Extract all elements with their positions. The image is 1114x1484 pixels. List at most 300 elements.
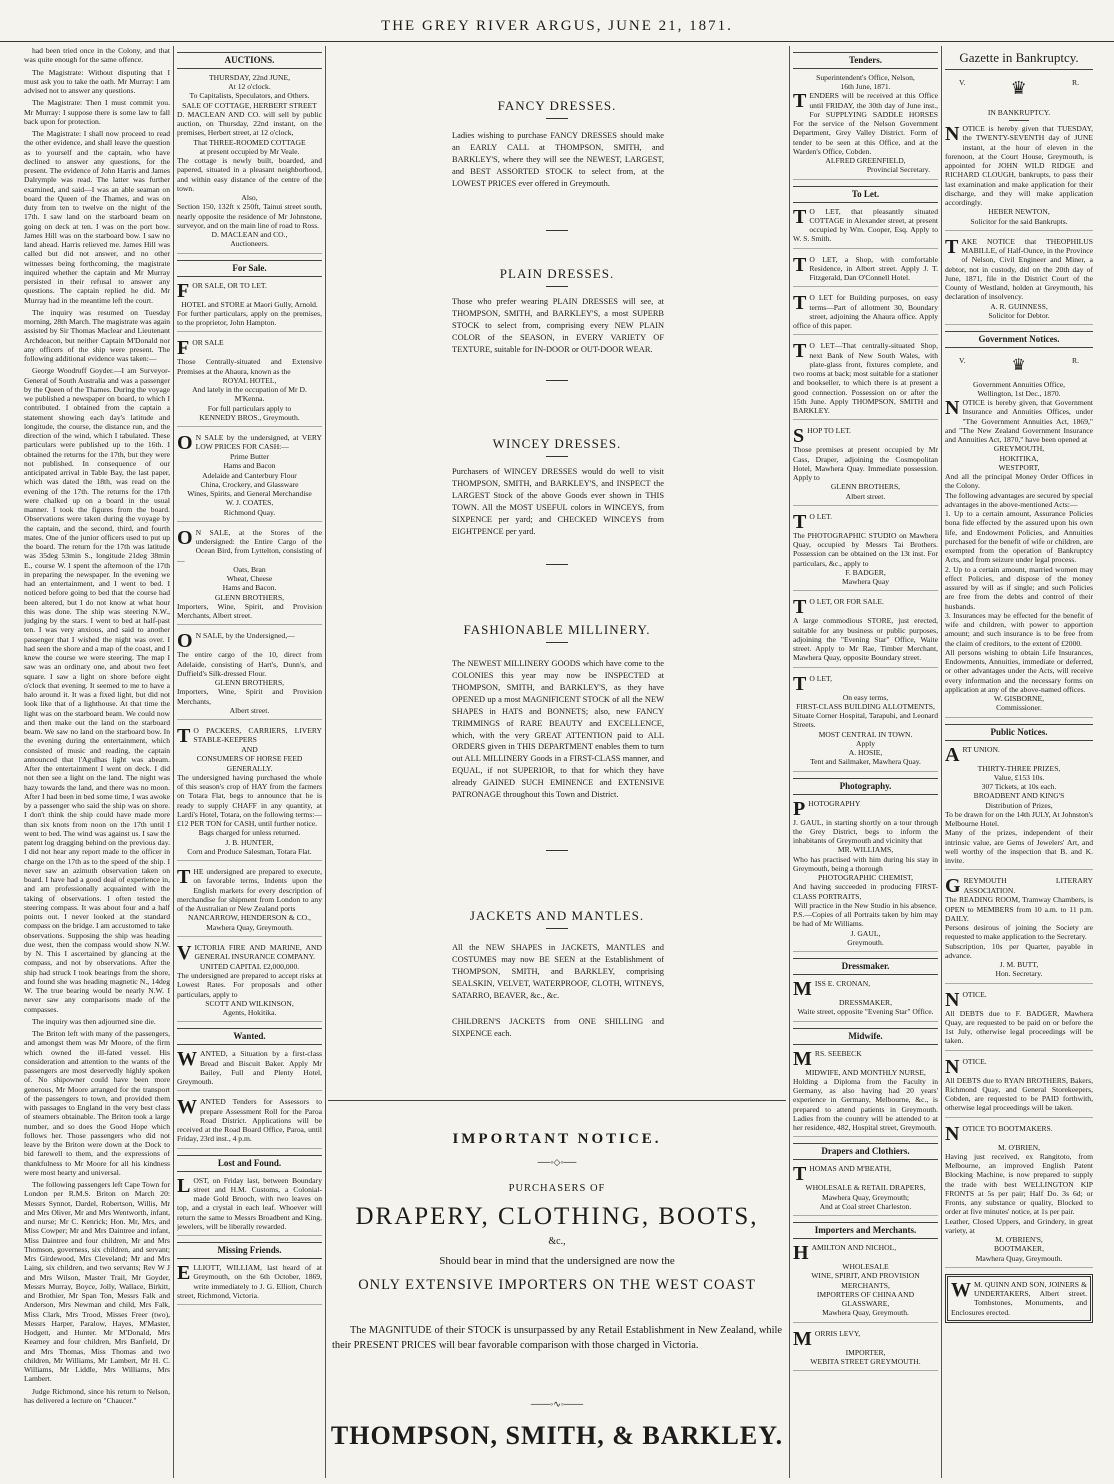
ad-text: KENNEDY BROS., Greymouth. [199, 412, 300, 422]
ad-lead-text: O LET. [809, 511, 832, 521]
ad-text: Mawhera Quay, Greymouth; [821, 1192, 910, 1202]
drop-cap: O [177, 630, 193, 653]
wincey-dresses-title: WINCEY DRESSES. [492, 436, 622, 451]
art-union-ad [945, 745, 1093, 871]
ad-lead [177, 630, 322, 653]
jackets-body-children: CHILDREN'S JACKETS from ONE SHILLING and SIXPENCE each. [452, 1017, 664, 1038]
section-heading: Photography. [793, 778, 938, 795]
ad-text: ALFRED GREENFIELD, [825, 156, 906, 166]
drop-cap: T [177, 866, 191, 889]
section-heading: Public Notices. [945, 724, 1093, 741]
ad-text: Wellington, 1st Dec., 1870. [977, 388, 1061, 398]
ad-lead [177, 528, 322, 565]
ad-lead [793, 293, 938, 330]
ad-text: That THREE-ROOMED COTTAGE [193, 137, 306, 147]
ad-text: At 12 o'clock. [228, 82, 271, 92]
wanted-ad [177, 1097, 322, 1148]
crest-r: R. [1072, 356, 1079, 366]
missing-friends-ad [177, 1263, 322, 1305]
divider [546, 380, 568, 381]
drop-cap: M [793, 1047, 812, 1070]
ad-text: Albert street. [845, 491, 886, 501]
section-heading: Government Notices. [945, 331, 1093, 348]
article-paragraph: The inquiry was resumed on Tuesday morning, 28th March. The magistrate was again assisted by Sir Thomas Maclear and Lieutenant Archdeacon, but neither Captain M'Donald nor any officers of the ship were present. The following additional evidence was taken:— [24, 307, 170, 363]
ad-text: CONSUMERS OF HORSE FEED GENERALLY. [196, 754, 303, 773]
ad-text: Situate Corner Hospital, Tarapuhi, and Leonard Streets. [793, 711, 938, 730]
advert-column-auctions [177, 46, 322, 1478]
ad-lead [793, 255, 938, 283]
ad-lead [945, 743, 1093, 766]
ad-text: Bags charged for unless returned. [198, 828, 301, 838]
drop-cap: T [793, 90, 807, 113]
ad-text: The undersigned are prepared to accept risks at Lowest Rates. For proposals and other particulars, apply to [177, 971, 322, 999]
to-let-ad [793, 674, 938, 772]
section-heading: Drapers and Clothiers. [793, 1143, 938, 1160]
divider [546, 456, 568, 457]
ad-text: On easy terms, [842, 692, 889, 702]
ad-text: Those Centrally-situated and Extensive Premises at the Ahaura, known as the [177, 357, 322, 376]
ad-text: Mawhera Quay, Greymouth. [975, 1253, 1063, 1263]
jackets-title: JACKETS AND MANTLES. [469, 908, 645, 923]
ad-lead [177, 432, 322, 455]
tenders-notice [793, 73, 938, 180]
insolvency-notice [945, 237, 1093, 325]
ad-lead-text: O LET, OR FOR SALE. [809, 597, 884, 607]
ad-lead-text: ANTED Tenders for Assessors to prepare Assessment Roll for the Paroa Road District. Applications will be received at the Road Board Office, Paroa, until Friday, 23rd inst., 4 p.m. [177, 1097, 322, 1144]
debts-notice [945, 990, 1093, 1051]
millinery-body: The NEWEST MILLINERY GOODS which have come to the COLONIES this year may now be INSPECTED at THOMPSON, SMITH, and BARKLEY'S, as they have OPENED up a most MAGNIFICENT STOCK of all the NEW SHAPES in HATS and BONNETS; also, new FANCY TRIMMINGS of RARE BEAUTY and EXCELLENCE, which, with the very GREAT ATTENTION paid to ALL ORDERS given in THIS DEPARTMENT enables them to turn out ALL MILLINERY Goods in a FIRST-CLASS manner, and EQUAL, if not SUPERIOR, to that for which they have already GAINED SUCH EMINENCE and EXTENSIVE PATRONAGE throughout this Town and District. [452, 659, 664, 800]
ad-lead [793, 672, 938, 695]
drop-cap: N [945, 1122, 960, 1145]
ad-text: Hon. Secretary. [995, 969, 1043, 979]
section-heading: To Let. [793, 186, 938, 203]
column-rule [941, 46, 942, 1478]
drop-cap: T [793, 292, 807, 315]
ad-text: Leather, Closed Uppers, and Grindery, in great variety, at [945, 1216, 1093, 1235]
royal-crest-icon: ♛ [1011, 357, 1026, 375]
divider [546, 564, 568, 565]
ad-text: Provincial Secretary. [866, 165, 930, 175]
drop-cap: T [793, 340, 807, 363]
ad-text: Oats, Bran [233, 564, 266, 574]
ad-text: Corn and Produce Salesman, Totara Flat. [187, 846, 312, 856]
ad-lead [793, 797, 938, 820]
fancy-dresses-body: Ladies wishing to purchase FANCY DRESSES should make an EARLY CALL at THOMPSON, SMITH, and BARKLEY'S, where they will see the NEWEST, LARGEST, and BEST ASSORTED STOCK to select from, at the LOWEST PRICES ever offered in Greymouth. [452, 131, 664, 188]
drop-cap: M [793, 978, 812, 1001]
to-let-ad [793, 426, 938, 506]
ad-text: Persons desirous of joining the Society are requested to make application to the Secretary. [945, 923, 1093, 942]
ad-text: Adelaide and Canterbury Flour [202, 470, 297, 480]
crest-vr [945, 352, 1093, 380]
ad-text: Waite street, opposite "Evening Star" Office. [797, 1007, 934, 1017]
ad-text: UNITED CAPITAL £2,000,000. [199, 961, 300, 971]
ad-lead-text: OR SALE, OR TO LET. [192, 280, 267, 290]
ad-text: Having just received, ex Rangitoto, from Melbourne, an improved English Patent Blocking Machine, is now prepared to supply the trade with best WELLINGTON KIP FRONTS at 5s per pair; Half Do. 3s 6d; or Fronts, any substance or quality, Blocked to order at five minutes' notice, at 1s per pair. [945, 1151, 1093, 1217]
section-heading: Missing Friends. [177, 1242, 322, 1259]
ad-text: GREYMOUTH, [993, 444, 1045, 454]
ad-lead-text: HE undersigned are prepared to execute, on favorable terms, Indents upon the English markets for every description of merchandise for shipment from London to any of the Australian or New Zealand ports [177, 867, 322, 914]
ad-lead-text: HOTOGRAPHY [808, 798, 861, 808]
ad-text: J. GAUL, in starting shortly on a tour through the Grey District, begs to inform the inhabitants of Greymouth and vicinity that [793, 817, 938, 846]
drapery-line: DRAPERY, CLOTHING, BOOTS, [355, 1203, 759, 1230]
ad-text: ROYAL HOTEL, [222, 375, 277, 385]
ad-lead-text: OTICE. [962, 989, 987, 999]
ad-lead-text: ENDERS will be received at this Office until FRIDAY, the 30th day of June inst., For SUPPLYING SADDLE HORSES For the service of the Nelson Government Department, Grey Valley District. Form of tender to be seen at this Office, and at the Warden's Office, Cobden. [793, 91, 938, 156]
ad-lead-text: HOP TO LET. [807, 426, 851, 436]
ad-text: Distribution of Prizes, [985, 800, 1053, 810]
ad-lead [945, 124, 1093, 207]
crest-r: R. [1072, 77, 1079, 87]
section-heading: For Sale. [177, 260, 322, 277]
ad-lead-text: ORRIS LEVY, [814, 1328, 861, 1338]
masthead: THE GREY RIVER ARGUS, JUNE 21, 1871. [0, 18, 1114, 42]
for-sale-ad [177, 433, 322, 522]
ad-text: To be drawn for on the 14th JULY, At Johnston's Melbourne Hotel. [945, 809, 1093, 829]
ad-text: The cottage is newly built, boarded, and papered, situated in a pleasant neighborhood, and within easy distance of the centre of the town. [177, 156, 322, 193]
dressmaker-ad [793, 979, 938, 1022]
ad-text: 1. Up to a certain amount, Assurance Policies bona fide effected by the assured upon his own life, and Endowment Policies, and Annuities purchased for the benefit of wife or children, are exempted from the operation of Bankruptcy Acts, and from seizure under legal process. [945, 509, 1093, 565]
ad-text: MR. WILLIAMS, [837, 845, 894, 855]
ad-text: Section 150, 132ft x 250ft, Tainui street south, nearly opposite the residence of Mr Johnstone, surveyor, and on the main line of road to Ross. [177, 202, 322, 230]
news-column [24, 46, 170, 1478]
ad-lead [793, 510, 938, 533]
ad-lead-text: RT UNION. [962, 744, 1000, 754]
for-sale-ad [177, 281, 322, 333]
draper-advert-column [328, 46, 786, 1478]
etc-line: &c., [548, 1236, 566, 1247]
ad-text: The following advantages are secured by special advantages in the above-mentioned Acts:— [945, 490, 1093, 509]
ad-text: The READING ROOM, Tramway Chambers, is OPEN to MEMBERS from 10 a.m. to 11 p.m. DAILY. [945, 895, 1093, 923]
ad-text: Tent and Sailmaker, Mawhera Quay. [810, 757, 921, 767]
drop-cap: T [793, 596, 807, 619]
government-annuities-notice [945, 380, 1093, 718]
column-rule [173, 46, 174, 1478]
ad-text: Superintendent's Office, Nelson, [816, 72, 915, 82]
bear-in-mind-line: Should bear in mind that the undersigned are now the [439, 1255, 675, 1267]
drop-cap: O [177, 432, 193, 455]
ad-lead [793, 425, 938, 448]
article-paragraph: Judge Richmond, since his return to Nelson, has delivered a lecture on "Chaucer." [24, 1386, 170, 1405]
ad-lead [793, 1163, 938, 1186]
advert-column-gazette [945, 46, 1093, 1478]
ad-lead [793, 596, 938, 619]
ad-text: BROADBENT AND KING'S [973, 791, 1065, 801]
ad-text: W. J. COATES, [225, 498, 274, 508]
debts-notice [945, 1057, 1093, 1118]
ad-text: 3. Insurances may be effected for the benefit of wife and children, with power to apportion amount; and such insurance is to be free from the claim of creditors, to the extent of £2000. [945, 610, 1093, 648]
ad-text: WEBITA STREET GREYMOUTH. [810, 1356, 921, 1366]
ad-lead [177, 725, 322, 748]
ad-text: Importers, Wine, Spirit, and Provision Merchants, Albert street. [177, 601, 322, 621]
article-paragraph: The inquiry was then adjourned sine die. [32, 1016, 156, 1026]
ad-text: MIDWIFE, AND MONTHLY NURSE, [805, 1067, 926, 1077]
ad-text: GLENN BROTHERS, [214, 592, 285, 602]
section-heading: Importers and Merchants. [793, 1222, 938, 1239]
ad-lead-text: N SALE by the undersigned, at VERY LOW PRICES FOR CASH:— [195, 433, 322, 452]
drapers-ad [793, 1164, 938, 1216]
ad-text: A. R. GUINNESS, [990, 301, 1048, 311]
ad-text: Mawhera Quay, Greymouth. [822, 1308, 909, 1318]
ad-lead [945, 398, 1093, 444]
ad-text: HOTEL and STORE at Maori Gully, Arnold. [181, 299, 318, 309]
ad-text: And having succeeded in producing FIRST-CLASS PORTRAITS, [793, 882, 938, 901]
section-heading: Dressmaker. [793, 958, 938, 975]
ad-lead-text: O LET, a Shop, with comfortable Residence, in Albert street. Apply J. T. Fitzgerald, Dan O'Connell Hotel. [809, 254, 938, 283]
ad-text: The PHOTOGRAPHIC STUDIO on Mawhera Quay, occupied by Messrs Tai Brothers. Possession can be obtained on the 13t inst. For particulars, &c., apply to [793, 530, 938, 568]
wanted-ad [177, 1049, 322, 1091]
ad-lead [793, 1047, 938, 1070]
ad-lead-text: O LET, [809, 673, 832, 683]
ad-text: Hams and Bacon. [222, 583, 277, 593]
ad-text: M. O'BRIEN'S, [995, 1235, 1043, 1245]
ad-lead-text: O LET—That centrally-situated Shop, next Bank of New South Wales, with plate-glass front, fixtures complete, and two rooms at back; most suitable for a stationer and bookseller, to which there is at present a good connection. Possession on or after the 15th June. Apply THOMPSON, SMITH and BARKLEY. [793, 341, 938, 416]
crest-vr [945, 70, 1093, 108]
drop-cap: E [177, 1262, 191, 1285]
drop-cap: A [945, 743, 960, 766]
ad-text: J. B. HUNTER, [225, 837, 274, 847]
drop-cap: V [177, 941, 192, 964]
lost-ad [177, 1176, 322, 1237]
ad-lead-text: RS. SEEBECK [814, 1048, 862, 1058]
ad-text: For full particulars apply to [207, 403, 292, 413]
ad-lead [177, 1176, 322, 1232]
for-sale-ad [177, 726, 322, 861]
drop-cap: W [177, 1048, 197, 1071]
ad-text: Importers, Wine, Spirit and Provision Merchants, [177, 687, 322, 706]
ad-lead [793, 341, 938, 415]
firm-name: THOMPSON, SMITH, & BARKLEY. [330, 1421, 784, 1450]
ad-text: Auctioneers. [230, 239, 269, 249]
ad-lead [793, 1242, 938, 1265]
ad-lead-text: ISS E. CRONAN, [814, 979, 871, 989]
to-let-ad [793, 597, 938, 667]
for-sale-ad [177, 867, 322, 937]
ad-lead [177, 1097, 322, 1143]
ad-text: HOKITIKA, [999, 453, 1039, 463]
ad-lead-text: M. QUINN AND SON, JOINERS & UNDERTAKERS, Albert street. Tombstones, Monuments, and Enclosures erected. [951, 1279, 1087, 1317]
jackets-body: All the NEW SHAPES in JACKETS, MANTLES and COSTUMES may now BE SEEN at the Establishment of THOMPSON, SMITH, and BARKLEY, comprising SEALSKIN, VELVET, WATERPROOF, CLOTH, WITNEYS, SATARRO, BEAVER, &c., &c. [452, 943, 664, 1000]
ad-text: Hams and Bacon [223, 461, 276, 471]
ad-text: W. GISBORNE, [993, 694, 1045, 704]
bankruptcy-notice [945, 124, 1093, 231]
ad-text: FIRST-CLASS BUILDING ALLOTMENTS, [796, 701, 935, 711]
ad-lead [177, 279, 322, 302]
ad-text: Prime Butter [229, 452, 270, 462]
section-heading: Midwife. [793, 1028, 938, 1045]
gazette-heading: Gazette in Bankruptcy. [945, 50, 1093, 70]
article-paragraph: The following passengers left Cape Town for London per R.M.S. Briton on March 20: Messrs Synnot, Dardel, Robertson, Willis, Mr and Mrs Oliver, Mr and Mrs Wentworth, infant, and nurse; Mr C. Kenrick; Hon. Mr, Mrs, and Miss Cowper; Mr and Mrs Daintree and infant, Miss Daintree and four children, Mr and Mrs Thomson, governess, six children, and servant; Mrs Girdewood, Mrs Cleveland; Mr and Mrs Laing, six children, and two servants; Rev W J and Mrs Wilson, Master Trail, Mr Goyder, Messrs Murray, Boyce, Jolly, Wallace, Birkitt, and Brothier, Mr Span Ton, Messrs Falk and Anderson, Mrs Newman and child, Mrs Falk, Miss Clark, Mrs Trood, Misses Freer (two), Messrs Harper, Paralow, Hayes, M'Master, Hodgett, and Hunter. Mr M'Donald, Mrs Kearney and four children, Mrs Banfield, Dr and Mrs Thomas, Miss Thomas and two children, Mr Williams, Mr Lambert, Mr H. C. Williams, Mr Liddle, Mrs Williams, Mrs Lambert. [24, 1180, 170, 1384]
ad-lead [945, 875, 1093, 898]
ad-text: Albert street. [229, 705, 270, 715]
only-importers-line: ONLY EXTENSIVE IMPORTERS ON THE WEST COAST [358, 1277, 756, 1293]
ad-lead-text: OTICE is hereby given that TUESDAY, the TWENTY-SEVENTH day of JUNE instant, at the hour of eleven in the forenoon, at the Court House, Greymouth, is appointed for JOHN WILD RIDGE and RICHARD CLOUGH, bankrupts, to pass their last examination and make application for their discharge, and they will make application accordingly. [945, 124, 1093, 208]
section-heading: Wanted. [177, 1028, 322, 1045]
ad-text: All DEBTS due to F. BADGER, Mawhera Quay, are requested to be paid on or before the 1st July, otherwise legal proceedings will be taken. [945, 1008, 1093, 1046]
ad-text: China, Crockery, and Glassware [200, 479, 299, 489]
ad-lead-text: N SALE, at the Stores of the undersigned: the Entire Cargo of the Ocean Bird, from Lyttelton, consisting of— [177, 527, 322, 565]
ad-lead [793, 207, 938, 244]
ad-text: Wines, Spirits, and General Merchandise [187, 489, 312, 499]
ad-lead-text: HOMAS AND M'BEATH, [809, 1164, 892, 1174]
bootmakers-notice [945, 1124, 1093, 1268]
for-sale-ad [177, 338, 322, 427]
ad-lead-text: ANTED, a Situation by a first-class Bread and Biscuit Baker. Apply Mr Bailey, Full and Plenty Hotel, Greymouth. [177, 1049, 322, 1087]
ad-lead-text: OTICE TO BOOTMAKERS. [962, 1123, 1053, 1133]
for-sale-ad [177, 943, 322, 1023]
ad-lead-text: OTICE. [962, 1056, 987, 1066]
drop-cap: F [177, 337, 190, 360]
ad-lead [945, 988, 1093, 1011]
article-paragraph: The Magistrate: Without disputing that I must ask you to take the oath. Mr Murray: I am advised not to answer any questions. [24, 67, 170, 95]
ad-text: Mawhera Quay, Greymouth. [206, 922, 293, 932]
ad-lead-text: OST, on Friday last, between Boundary street and H.M. Customs, a Colonial-made Gold Brooch, with two leaves on top, and a crystal in each leaf. Whoever will return the same to Messrs Broadbent and King, jewelers, will be liberally rewarded. [177, 1175, 322, 1231]
ad-text: SCOTT AND WILKINSON, [205, 998, 294, 1008]
drop-cap: T [793, 205, 807, 228]
ad-text: Holding a Diploma from the Faculty in Germany, as also having had 20 years' experience in Germany, Melbourne, &c., is prepared to attend patients in Greymouth. Ladies from the country will be attended to at her residence, 482, Hospital street, Greymouth. [793, 1076, 938, 1133]
ad-lead-text: REYMOUTH LITERARY ASSOCIATION. [963, 876, 1093, 895]
advert-column-tenders [793, 46, 938, 1478]
ad-lead [945, 237, 1093, 302]
ad-text: Commissioner. [996, 703, 1042, 713]
ad-lead-text: OR SALE [192, 338, 224, 348]
ad-lead [793, 1327, 938, 1350]
ad-lead [177, 867, 322, 913]
drop-cap: H [793, 1242, 809, 1265]
divider [546, 928, 568, 929]
ad-lead [177, 337, 322, 360]
ad-lead [945, 1055, 1093, 1078]
ad-lead-text: ICTORIA FIRE AND MARINE, AND GENERAL INSURANCE COMPANY. [194, 942, 322, 962]
ad-text: WHOLESALE [842, 1262, 889, 1272]
ad-lead-text: AMILTON AND NICHOL, [811, 1243, 897, 1253]
ad-text: Will practice in the New Studio in his absence. [794, 900, 937, 910]
ad-text: Apply [856, 738, 875, 748]
drop-cap: O [177, 526, 193, 549]
drop-cap: T [793, 253, 807, 276]
ad-lead-text: O LET, that pleasantly situated COTTAGE in Alexander street, at present occupied by Wm. Cooper, Esq. Apply to W. S. Smith. [793, 206, 938, 244]
drop-cap: T [793, 1163, 807, 1186]
ad-lead-text: LLIOTT, WILLIAM, last heard of at Greymouth, on the 6th October, 1869, write immediately to J. G. Elliott, Church street, Richmond, Victoria. [177, 1263, 322, 1300]
auction-notice [177, 73, 322, 254]
ad-text: WHOLESALE & RETAIL DRAPERS, [805, 1183, 926, 1193]
column-rule [789, 46, 790, 1478]
drop-cap: N [945, 397, 960, 420]
ornament: ───◦∿◦─── [530, 1399, 584, 1409]
crest-v: V. [959, 356, 966, 366]
ad-text: Who has practised with him during his stay in Greymouth, being a thorough [793, 854, 938, 873]
to-let-ad [793, 341, 938, 420]
ad-text: BOOTMAKER, [994, 1244, 1044, 1254]
article-paragraph: The Briton left with many of the passengers, and amongst them was Mr Moore, of the firm which owned the ill-fated vessel. His consideration and attention to the wants of the passengers are most deservedly highly spoken of. No shipowner could have been more generous, Mr Moore arranged for the transport of the passengers to town, and provided them with passages to England in the very best class of steamers obtainable. The Briton took a large number, and so does the Good Hope which follows her. Those passengers who did not leave by the Briton were down at the Dock to bid farewell to them, and the expressions of thankfulness to Mr Moore for all his kindness were most hearty and universal. [24, 1029, 170, 1177]
ad-text: THURSDAY, 22nd JUNE, [208, 72, 290, 82]
ad-lead [177, 943, 322, 962]
undertakers-ad [945, 1274, 1093, 1323]
ad-text: DRESSMAKER, [839, 998, 892, 1008]
photography-ad [793, 799, 938, 953]
ad-text: Also, [241, 193, 258, 203]
drop-cap: T [793, 510, 807, 533]
ad-text: IMPORTERS OF CHINA AND GLASSWARE, [816, 1289, 915, 1309]
ad-text: For further particulars, apply on the premises, to the proprietor, John Hampton. [177, 308, 322, 328]
article-paragraph: had been tried once in the Colony, and that was quite enough for the same offence. [24, 46, 170, 65]
section-heading: Tenders. [793, 52, 938, 69]
importers-ad [793, 1243, 938, 1323]
ad-lead-text: OTICE is hereby given, that Government Insurance and Annuities Offices, under "The Government Annuities Act, 1869," and "The New Zealand Government Insurance and Annuities Act, 1870," have been opened at [945, 398, 1093, 445]
ad-text: AND [241, 745, 258, 755]
ad-text: THIRTY-THREE PRIZES, [977, 763, 1061, 773]
ad-text: at present occupied by Mr Veale. [199, 146, 300, 156]
ad-lead [177, 1263, 322, 1300]
ad-text: Richmond Quay. [223, 507, 276, 517]
ad-text: F. BADGER, [845, 567, 886, 577]
to-let-ad [793, 293, 938, 335]
midwife-ad [793, 1049, 938, 1138]
ad-text: Subscription, 10s per Quarter, payable in advance. [945, 941, 1093, 960]
to-let-ad [793, 207, 938, 249]
ad-text: P.S.—Copies of all Portraits taken by him may be had of Mr Williams. [793, 910, 938, 929]
royal-crest-icon: ♛ [1010, 77, 1027, 98]
ad-text: WINE, SPIRIT, AND PROVISION MERCHANTS, [811, 1271, 920, 1290]
ad-lead [177, 1049, 322, 1086]
ad-text: Mawhera Quay [841, 577, 890, 587]
ad-lead [951, 1280, 1087, 1317]
ad-text: Government Annuities Office, [972, 379, 1066, 389]
ad-text: IMPORTER, [845, 1347, 886, 1357]
drop-cap: L [177, 1174, 191, 1197]
ad-text: Those premises at present occupied by Mr Cass, Draper, adjoining the Cosmopolitan Hotel, Mawhera Quay. Immediate possession. Apply to [793, 445, 938, 483]
drop-cap: S [793, 425, 805, 448]
ad-text: The undersigned having purchased the whole of this season's crop of HAY from the farmers on Totara Flat, begs to announce that he is ready to supply CHAFF in any quantity, at Lardi's Hotel, Totara, on the following terms:—£12 PER TON for CASH, until further notice. [177, 772, 322, 829]
ad-text: 307 Tickets, at 10s each. [981, 782, 1057, 792]
drop-cap: P [793, 797, 806, 820]
drop-cap: G [945, 875, 961, 898]
ad-text: Many of the prizes, independent of their intrinsic value, are Gems of Jewelers' Art, and well worthy of the inspection that B. and K. invite. [945, 828, 1093, 866]
divider [546, 642, 568, 643]
ad-text: A. HOSIE, [848, 748, 883, 758]
ad-text: 2. Up to a certain amount, married women may effect Policies, and dispose of the money assured by will as if single; and such Policies are free from the debts and control of their husbands. [945, 564, 1093, 611]
ad-text: D. MACLEAN AND CO. will sell by public auction, on Thursday, 22nd instant, on the premises, Herbert street, at 12 o'clock, [177, 109, 322, 138]
divider [546, 850, 568, 851]
plain-dresses-title: PLAIN DRESSES. [499, 266, 615, 281]
in-bankruptcy: IN BANKRUPTCY. [987, 107, 1051, 117]
magnitude-paragraph: The MAGNITUDE of their STOCK is unsurpassed by any Retail Establishment in New Zealand, while their PRESENT PRICES will bear favorable comparison with those charged in Victoria. [332, 1325, 782, 1352]
important-notice-title: IMPORTANT NOTICE. [452, 1131, 662, 1147]
section-heading: Lost and Found. [177, 1155, 322, 1172]
ad-text: Solicitor for Debtor. [988, 310, 1050, 320]
drop-cap: M [793, 1327, 812, 1350]
section-heading: AUCTIONS. [177, 52, 322, 69]
for-sale-ad [177, 528, 322, 626]
ad-text: Agents, Hokitika. [222, 1008, 277, 1018]
ad-text: GLENN BROTHERS, [214, 678, 285, 688]
ad-text: WESTPORT, [998, 462, 1040, 472]
article-paragraph: The Magistrate: I shall now proceed to read the other evidence, and shall leave the question as to yourself and the captain, who have declined to answer any questions, for the present. The evidence of John Harris and James Dalrymple was read. The latter was further examined, and said—I was an able seaman on board the Queen of the Thames, and was on duty from ten to twelve on the night of the 17th. I saw land on the starboard beam on going on deck at ten. I was on the port bow. James Hill was on the starboard bow. I saw no land ahead. Harris relieved me. James Hill was called but did not answer, and no other witnesses being forthcoming, the magistrate inquired whether the captain and Mr Murray persisted in their refusal to answer any questions. The captain replied he did. Mr Murray had in the meantime left the court. [24, 129, 170, 305]
ad-lead [793, 91, 938, 156]
ad-text: All persons wishing to obtain Life Insurances, Endowments, Annuities, immediate or deferred, or other advantages under the Acts, will receive every information and the necessary forms on application at any of the above-named offices. [945, 647, 1093, 694]
drop-cap: N [945, 1055, 960, 1078]
ad-text: SALE OF COTTAGE, HERBERT STREET [182, 100, 317, 110]
ad-lead-text: N SALE, by the Undersigned,— [195, 631, 295, 641]
wincey-dresses-body: Purchasers of WINCEY DRESSES would do well to visit THOMPSON, SMITH, and BARKLEY'S, and INSPECT the LARGEST Stock of the above Goods ever shown in THIS TOWN. All the MOST USEFUL colors in WINCEYS, from SIXPENCE per yard; and CHECKED WINCEYS from EIGHTPENCE per yard. [452, 467, 664, 536]
important-notice [328, 1100, 786, 1476]
ad-text: Greymouth. [847, 937, 884, 947]
drop-cap: N [945, 123, 960, 146]
millinery-title: FASHIONABLE MILLINERY. [463, 622, 651, 637]
plain-dresses-body: Those who prefer wearing PLAIN DRESSES will see, at THOMPSON, SMITH, and BARKLEY'S, a most SUPERB STOCK to select from, comprising every NEW PLAIN COLOR of the SEASON, in EVERY VARIETY OF TEXTURE, suitable for IN-DOOR or OUT-DOOR WEAR. [452, 297, 664, 354]
article-paragraph: The Magistrate: Then I must commit you. Mr Murray: I suppose there is some law to fall back upon for protection. [24, 98, 170, 126]
divider [1009, 120, 1029, 121]
ad-text: The entire cargo of the 10, direct from Adelaide, consisting of Hart's, Dunn's, and Duffield's Silk-dressed Flour. [177, 650, 322, 678]
